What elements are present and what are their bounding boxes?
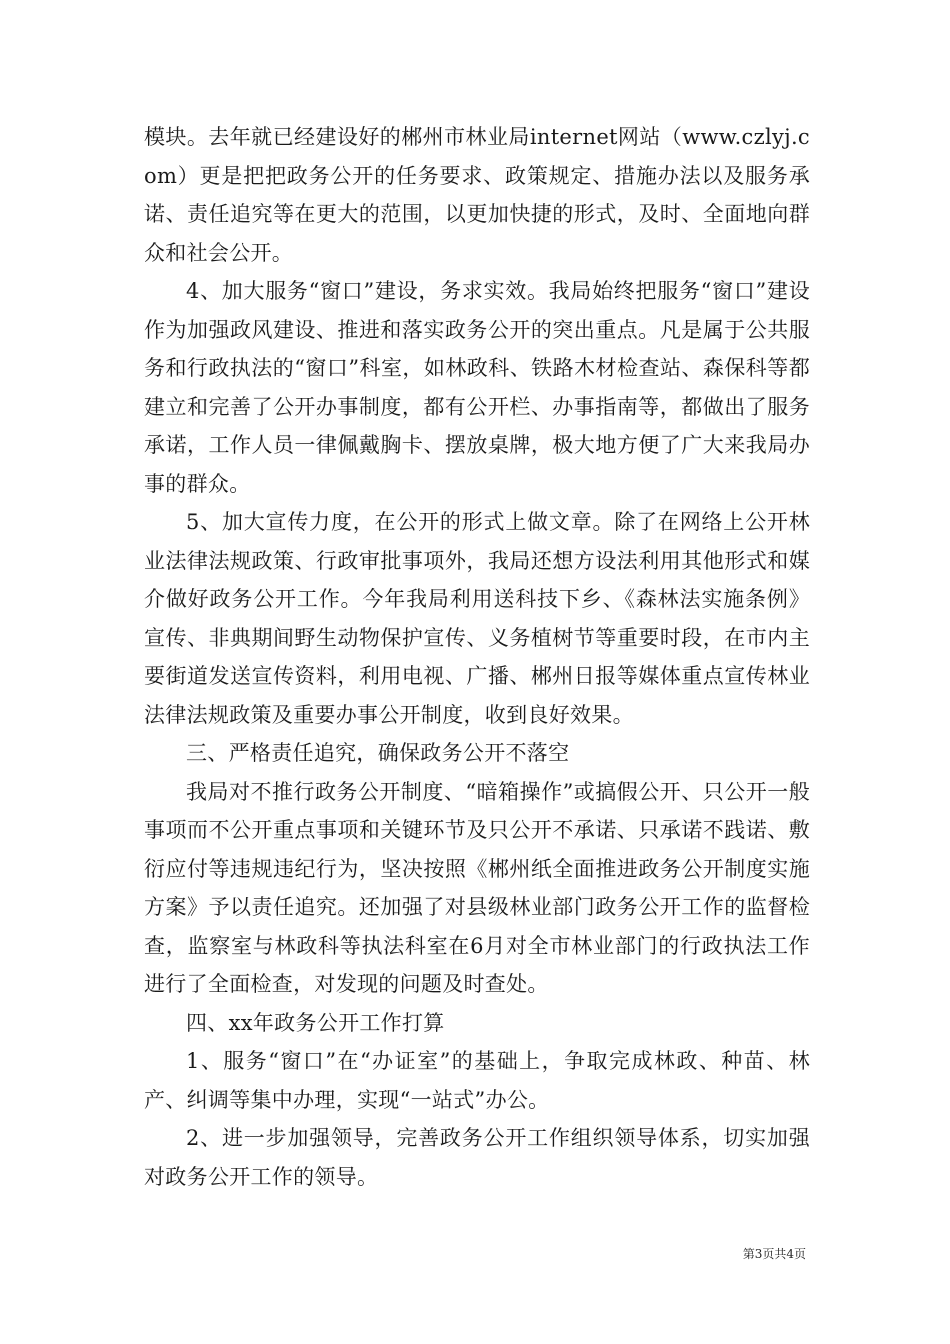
paragraph-continued: 模块。去年就已经建设好的郴州市林业局internet网站（www.czlyj.com）更是把把政务公开的任务要求、政策规定、措施办法以及服务承诺、责任追究等在更大的范围，以更加快捷的形式，及时、全面地向群众和社会公开。 [144,125,810,265]
paragraph-plan-item-1: 1、服务“窗口”在“办证室”的基础上，争取完成林政、种苗、林产、纠调等集中办理，实现“一站式”办公。 [144,1049,810,1112]
page-number-footer: 第3页共4页 [742,1247,806,1261]
paragraph-publicity: 5、加大宣传力度，在公开的形式上做文章。除了在网络上公开林业法律法规政策、行政审批事项外，我局还想方设法利用其他形式和媒介做好政务公开工作。今年我局利用送科技下乡、《森林法实施条例》宣传、非典期间野生动物保护宣传、义务植树节等重要时段，在市内主要街道发送宣传资料，利用电视、广播、郴州日报等媒体重点宣传林业法律法规政策及重要办事公开制度，收到良好效果。 [144,510,810,727]
paragraph-plan-item-2: 2、进一步加强领导，完善政务公开工作组织领导体系，切实加强对政务公开工作的领导。 [144,1126,810,1189]
section-heading-plan: 四、xx年政务公开工作打算 [186,1010,445,1035]
section-heading-accountability: 三、严格责任追究，确保政务公开不落空 [186,741,570,765]
document-body [144,118,810,1196]
paragraph-accountability: 我局对不推行政务公开制度、“暗箱操作”或搞假公开、只公开一般事项而不公开重点事项和关键环节及只公开不承诺、只承诺不践诺、敷衍应付等违规违纪行为，坚决按照《郴州纸全面推进政务公开制度实施方案》予以责任追究。还加强了对县级林业部门政务公开工作的监督检查，监察室与林政科等执法科室在6月对全市林业部门的行政执法工作进行了全面检查，对发现的问题及时查处。 [144,779,810,996]
paragraph-service-window: 4、加大服务“窗口”建设，务求实效。我局始终把服务“窗口”建设作为加强政风建设、推进和落实政务公开的突出重点。凡是属于公共服务和行政执法的“窗口”科室，如林政科、铁路木材检查站、森保科等都建立和完善了公开办事制度，都有公开栏、办事指南等，都做出了服务承诺，工作人员一律佩戴胸卡、摆放桌牌，极大地方便了广大来我局办事的群众。 [144,279,810,496]
